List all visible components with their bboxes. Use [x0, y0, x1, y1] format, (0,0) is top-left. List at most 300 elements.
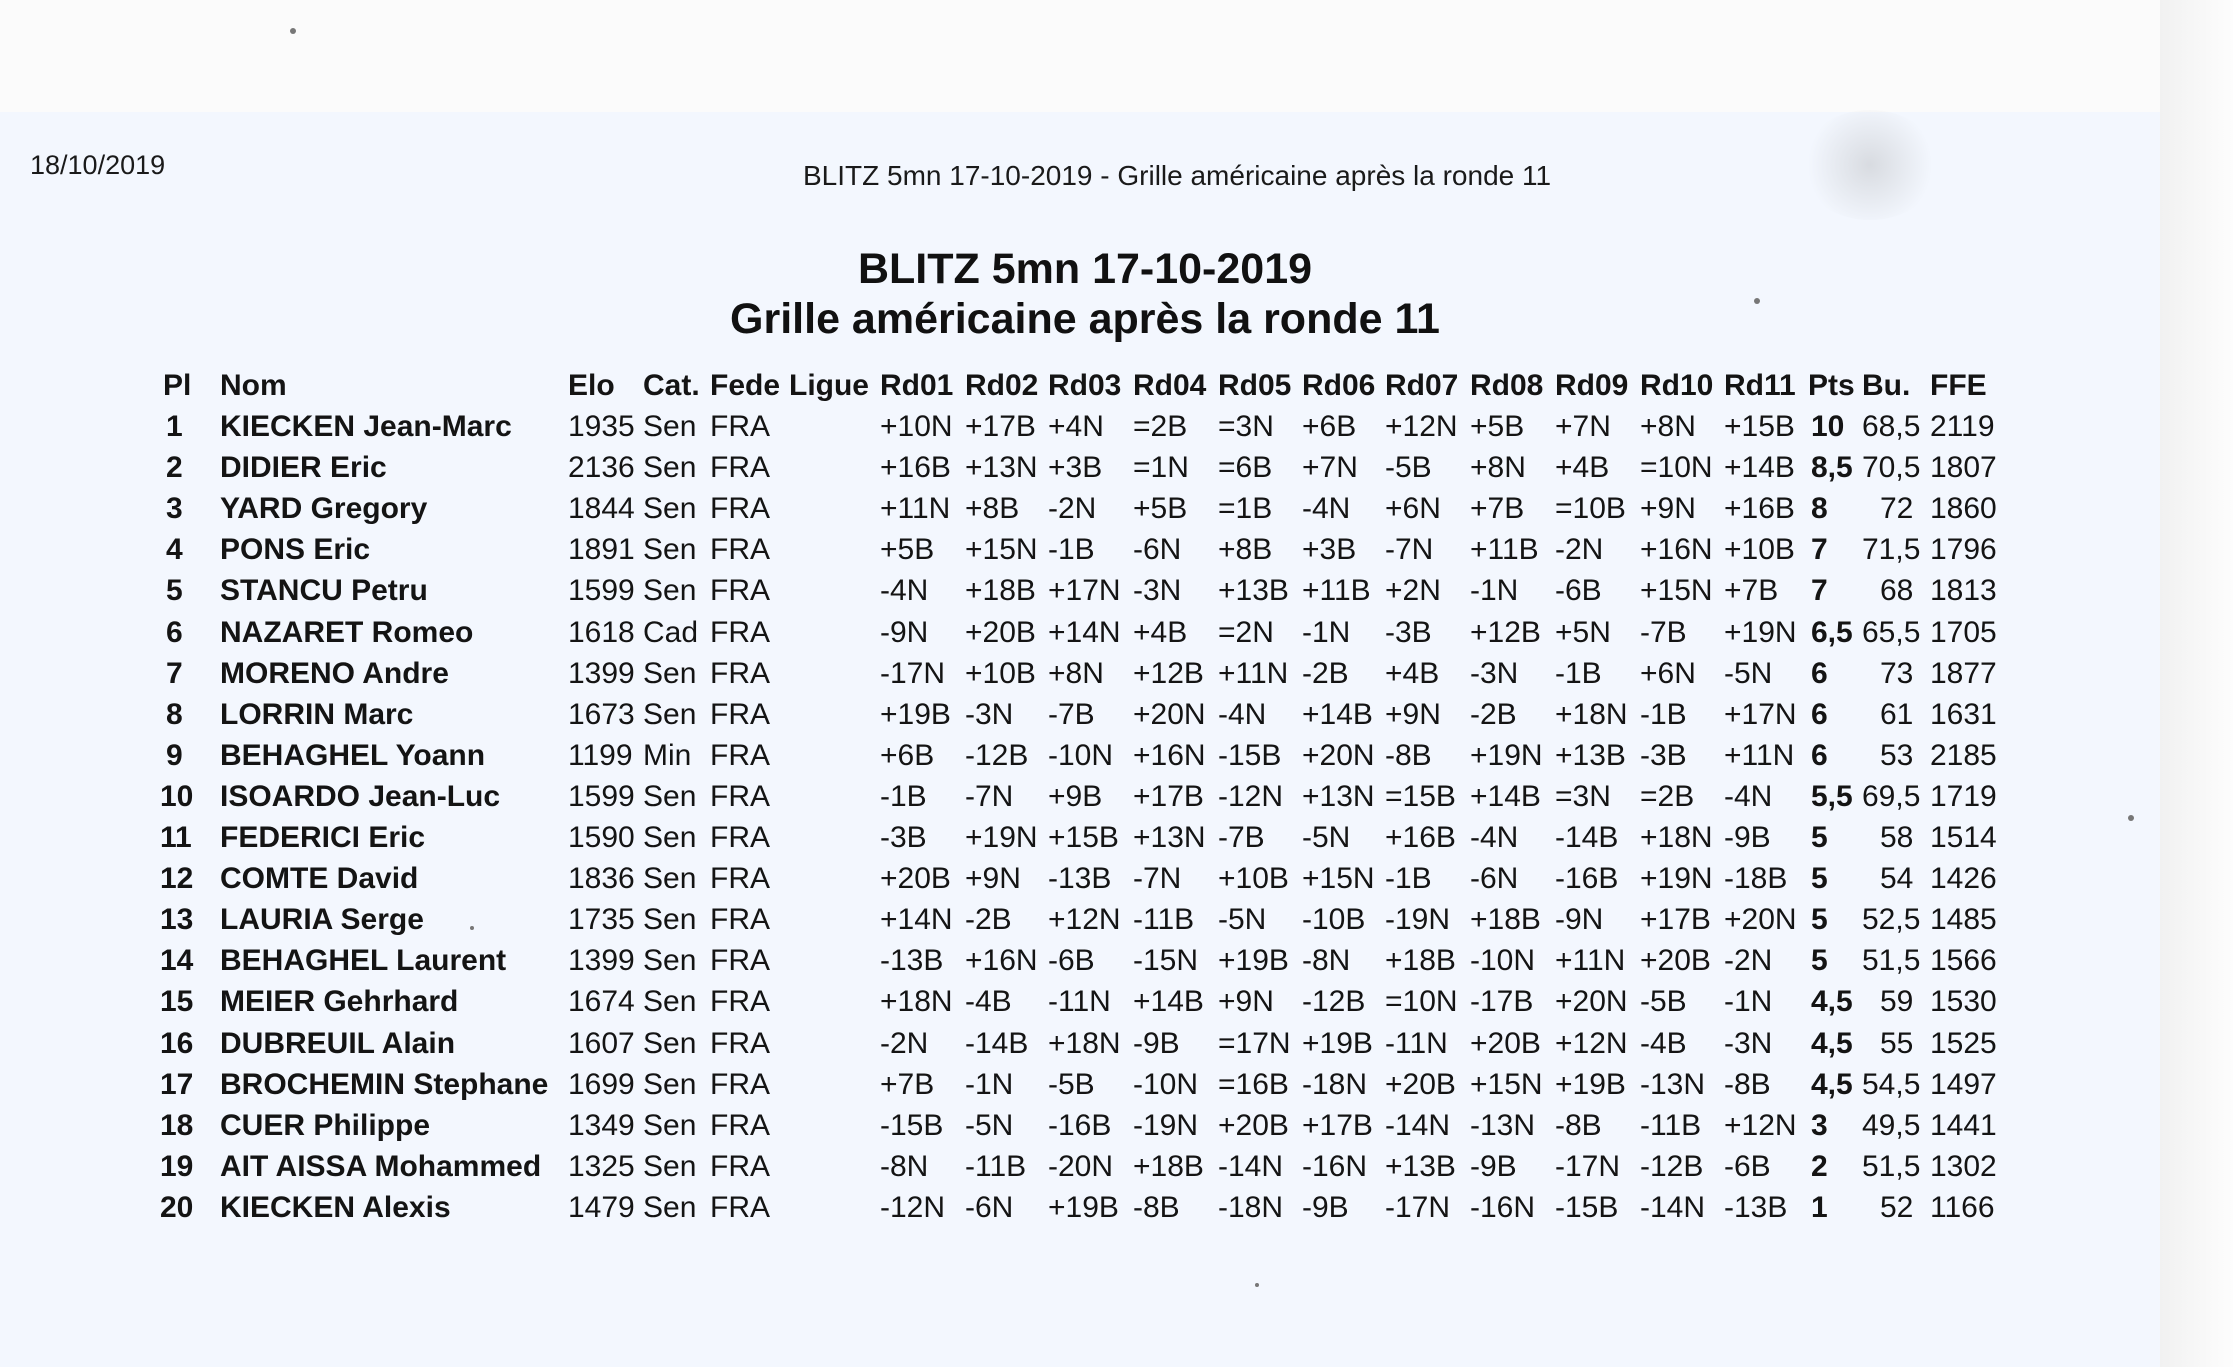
round-result-cell: -7N	[965, 779, 1014, 813]
round-result-cell: -10B	[1302, 903, 1366, 937]
buchholz-cell: 73	[1880, 656, 1914, 690]
round-result-cell: +20N	[1302, 738, 1375, 772]
federation-cell: FRA	[710, 985, 770, 1019]
table-row	[0, 1188, 2100, 1228]
ffe-rating-cell: 1426	[1930, 862, 1997, 896]
round-result-cell: -7N	[1385, 533, 1434, 567]
table-row	[0, 407, 2100, 447]
round-result-cell: +11B	[1302, 574, 1371, 608]
round-result-cell: +19B	[1048, 1190, 1119, 1224]
elo-cell: 1199	[568, 738, 633, 772]
round-result-cell: -5B	[1048, 1067, 1095, 1101]
round-result-cell: +4N	[1048, 410, 1104, 443]
buchholz-cell: 55	[1880, 1026, 1914, 1060]
round-result-cell: =17N	[1218, 1026, 1291, 1060]
round-result-cell: -2N	[1724, 944, 1773, 978]
column-header: Rd05	[1218, 369, 1292, 402]
round-result-cell: -16B	[1555, 862, 1619, 896]
round-result-cell: -9B	[1470, 1149, 1517, 1183]
points-cell: 8,5	[1811, 451, 1853, 485]
scan-speck	[470, 926, 474, 930]
elo-cell: 1674	[568, 985, 635, 1019]
round-result-cell: +10N	[880, 410, 953, 443]
federation-cell: FRA	[710, 738, 770, 772]
points-cell: 4,5	[1811, 985, 1853, 1019]
points-cell: 4,5	[1811, 1067, 1853, 1101]
buchholz-cell: 68	[1880, 574, 1914, 608]
round-result-cell: -6B	[1555, 574, 1602, 608]
federation-cell: FRA	[710, 1026, 770, 1060]
round-result-cell: -9N	[1555, 903, 1604, 937]
category-cell: Sen	[643, 1067, 697, 1101]
round-result-cell: =2B	[1133, 410, 1188, 443]
round-result-cell: -3N	[1724, 1026, 1773, 1060]
column-header: Pl	[163, 369, 192, 402]
round-result-cell: -5N	[965, 1108, 1014, 1142]
round-result-cell: +8N	[1640, 410, 1696, 443]
elo-cell: 1599	[568, 574, 635, 608]
place-cell: 11	[160, 821, 192, 854]
buchholz-cell: 51,5	[1862, 944, 1921, 978]
round-result-cell: +19B	[1555, 1067, 1626, 1101]
federation-cell: FRA	[710, 697, 770, 731]
column-header: Rd09	[1555, 369, 1629, 402]
round-result-cell: -4B	[1640, 1026, 1687, 1060]
federation-cell: FRA	[710, 821, 770, 854]
place-cell: 18	[160, 1108, 194, 1142]
table-row	[0, 448, 2100, 488]
round-result-cell: =3N	[1555, 779, 1611, 813]
round-result-cell: +20B	[1640, 944, 1711, 978]
points-cell: 2	[1811, 1149, 1828, 1183]
elo-cell: 1735	[568, 903, 635, 937]
federation-cell: FRA	[710, 1108, 770, 1142]
round-result-cell: +6N	[1640, 656, 1696, 690]
round-result-cell: +17N	[1724, 697, 1797, 731]
round-result-cell: +18B	[965, 574, 1036, 608]
round-result-cell: -14B	[1555, 821, 1619, 854]
elo-cell: 1607	[568, 1026, 635, 1060]
round-result-cell: -18N	[1218, 1190, 1284, 1224]
round-result-cell: +14B	[1302, 697, 1373, 731]
round-result-cell: +14B	[1470, 779, 1541, 813]
round-result-cell: +7B	[880, 1067, 935, 1101]
round-result-cell: +11N	[1724, 738, 1795, 772]
column-header: Rd06	[1302, 369, 1376, 402]
round-result-cell: +16B	[1724, 492, 1795, 526]
round-result-cell: +9B	[1048, 779, 1103, 813]
round-result-cell: +13B	[1218, 574, 1289, 608]
round-result-cell: +19N	[1470, 738, 1543, 772]
player-name-cell: MEIER Gehrhard	[220, 985, 459, 1019]
table-row	[0, 613, 2100, 653]
place-cell: 6	[166, 615, 183, 649]
round-result-cell: -16B	[1048, 1108, 1112, 1142]
ffe-rating-cell: 2119	[1930, 410, 1995, 443]
round-result-cell: =6B	[1218, 451, 1273, 485]
federation-cell: FRA	[710, 451, 770, 485]
column-header: FFE	[1930, 369, 1987, 402]
round-result-cell: +20B	[1470, 1026, 1541, 1060]
round-result-cell: +15N	[1302, 862, 1375, 896]
round-result-cell: =1N	[1133, 451, 1189, 485]
round-result-cell: -3N	[1133, 574, 1182, 608]
table-row	[0, 859, 2100, 899]
ffe-rating-cell: 1631	[1930, 697, 1997, 731]
round-result-cell: +17B	[965, 410, 1036, 443]
round-result-cell: -9B	[1302, 1190, 1349, 1224]
round-result-cell: +8N	[1048, 656, 1104, 690]
table-row	[0, 571, 2100, 611]
round-result-cell: -1N	[1302, 615, 1351, 649]
round-result-cell: +18B	[1133, 1149, 1204, 1183]
column-header: Fede	[710, 369, 781, 402]
ffe-rating-cell: 1877	[1930, 656, 1997, 690]
buchholz-cell: 51,5	[1862, 1149, 1921, 1183]
round-result-cell: -17N	[1385, 1190, 1451, 1224]
round-result-cell: +4B	[1555, 451, 1610, 485]
round-result-cell: -11N	[1048, 985, 1111, 1019]
category-cell: Min	[643, 738, 692, 772]
table-row	[0, 1065, 2100, 1105]
column-header: Pts	[1808, 369, 1855, 402]
category-cell: Sen	[643, 1108, 697, 1142]
points-cell: 5	[1811, 944, 1828, 978]
round-result-cell: +13N	[965, 451, 1038, 485]
round-result-cell: -16N	[1470, 1190, 1536, 1224]
round-result-cell: +18N	[1048, 1026, 1121, 1060]
player-name-cell: PONS Eric	[220, 533, 371, 567]
round-result-cell: -11B	[965, 1149, 1027, 1183]
column-header: Rd04	[1133, 369, 1207, 402]
round-result-cell: +7N	[1302, 451, 1358, 485]
buchholz-cell: 58	[1880, 821, 1914, 854]
place-cell: 5	[166, 574, 183, 608]
player-name-cell: CUER Philippe	[220, 1108, 431, 1142]
round-result-cell: +13B	[1385, 1149, 1456, 1183]
round-result-cell: +12N	[1048, 903, 1121, 937]
round-result-cell: +13N	[1133, 821, 1206, 854]
round-result-cell: -4N	[1724, 779, 1773, 813]
round-result-cell: -4N	[1470, 821, 1519, 854]
round-result-cell: +4B	[1133, 615, 1188, 649]
round-result-cell: +5B	[880, 533, 935, 567]
round-result-cell: +9N	[965, 862, 1021, 896]
round-result-cell: -7N	[1133, 862, 1182, 896]
scan-speck	[290, 28, 296, 34]
round-result-cell: -12N	[1218, 779, 1284, 813]
ffe-rating-cell: 1860	[1930, 492, 1997, 526]
round-result-cell: -9B	[1133, 1026, 1180, 1060]
federation-cell: FRA	[710, 862, 770, 896]
round-result-cell: +2N	[1385, 574, 1441, 608]
round-result-cell: -14N	[1385, 1108, 1451, 1142]
place-cell: 17	[160, 1067, 194, 1101]
print-header-title: BLITZ 5mn 17-10-2019 - Grille américaine après la ronde 11	[803, 160, 1552, 191]
round-result-cell: -11B	[1133, 903, 1195, 937]
round-result-cell: =3N	[1218, 410, 1274, 443]
subtitle: Grille américaine après la ronde 11	[730, 295, 1440, 343]
round-result-cell: -2B	[965, 903, 1012, 937]
buchholz-cell: 52,5	[1862, 903, 1921, 937]
table-header-row	[0, 366, 2100, 406]
round-result-cell: -8N	[1302, 944, 1351, 978]
column-header: Rd01	[880, 369, 954, 402]
round-result-cell: -17B	[1470, 985, 1534, 1019]
column-header: Bu.	[1862, 369, 1911, 402]
category-cell: Sen	[643, 492, 697, 526]
round-result-cell: +20N	[1555, 985, 1628, 1019]
round-result-cell: +20N	[1724, 903, 1797, 937]
round-result-cell: +9N	[1385, 697, 1441, 731]
place-cell: 3	[166, 492, 183, 526]
buchholz-cell: 54,5	[1862, 1067, 1921, 1101]
elo-cell: 1836	[568, 862, 635, 896]
player-name-cell: KIECKEN Jean-Marc	[220, 410, 512, 443]
elo-cell: 1618	[568, 615, 635, 649]
round-result-cell: -1N	[1470, 574, 1519, 608]
round-result-cell: =10B	[1555, 492, 1626, 526]
round-result-cell: =1B	[1218, 492, 1273, 526]
place-cell: 8	[166, 697, 183, 731]
round-result-cell: -1B	[1385, 862, 1432, 896]
scan-speck	[1754, 298, 1760, 304]
round-result-cell: +14N	[1048, 615, 1121, 649]
round-result-cell: +5B	[1133, 492, 1188, 526]
round-result-cell: -11N	[1385, 1026, 1448, 1060]
column-header: Elo	[568, 369, 615, 402]
round-result-cell: +15N	[1640, 574, 1713, 608]
round-result-cell: -4N	[880, 574, 929, 608]
column-header: Rd03	[1048, 369, 1122, 402]
player-name-cell: LORRIN Marc	[220, 697, 414, 731]
round-result-cell: -20N	[1048, 1149, 1114, 1183]
round-result-cell: +15B	[1724, 410, 1795, 443]
round-result-cell: -8B	[1555, 1108, 1602, 1142]
round-result-cell: +19B	[1218, 944, 1289, 978]
round-result-cell: -15B	[1555, 1190, 1619, 1224]
round-result-cell: +20B	[965, 615, 1036, 649]
round-result-cell: -2N	[880, 1026, 929, 1060]
points-cell: 4,5	[1811, 1026, 1853, 1060]
round-result-cell: -6N	[1470, 862, 1519, 896]
place-cell: 19	[160, 1149, 194, 1183]
round-result-cell: -11B	[1640, 1108, 1702, 1142]
round-result-cell: -9N	[880, 615, 929, 649]
round-result-cell: -7B	[1218, 821, 1265, 854]
category-cell: Sen	[643, 985, 697, 1019]
player-name-cell: DIDIER Eric	[220, 451, 387, 485]
round-result-cell: +10B	[1218, 862, 1289, 896]
place-cell: 2	[166, 451, 183, 485]
player-name-cell: DUBREUIL Alain	[220, 1026, 456, 1060]
ffe-rating-cell: 1166	[1930, 1190, 1995, 1224]
round-result-cell: +12N	[1555, 1026, 1628, 1060]
buchholz-cell: 53	[1880, 738, 1914, 772]
round-result-cell: -5N	[1218, 903, 1267, 937]
round-result-cell: -6B	[1724, 1149, 1771, 1183]
elo-cell: 1844	[568, 492, 635, 526]
elo-cell: 1935	[568, 410, 635, 443]
round-result-cell: +11N	[1218, 656, 1289, 690]
round-result-cell: +6B	[1302, 410, 1357, 443]
round-result-cell: -8B	[1385, 738, 1432, 772]
ffe-rating-cell: 1441	[1930, 1108, 1997, 1142]
points-cell: 6,5	[1811, 615, 1853, 649]
round-result-cell: +12B	[1133, 656, 1204, 690]
federation-cell: FRA	[710, 1067, 770, 1101]
buchholz-cell: 69,5	[1862, 779, 1921, 813]
round-result-cell: +16B	[1385, 821, 1456, 854]
column-header: Rd07	[1385, 369, 1459, 402]
round-result-cell: -4N	[1302, 492, 1351, 526]
round-result-cell: +17N	[1048, 574, 1121, 608]
category-cell: Sen	[643, 779, 697, 813]
round-result-cell: -15B	[880, 1108, 944, 1142]
round-result-cell: +14B	[1133, 985, 1204, 1019]
category-cell: Sen	[643, 862, 697, 896]
round-result-cell: -3B	[880, 821, 927, 854]
points-cell: 6	[1811, 656, 1828, 690]
federation-cell: FRA	[710, 656, 770, 690]
points-cell: 5,5	[1811, 779, 1853, 813]
round-result-cell: -3N	[1470, 656, 1519, 690]
round-result-cell: =2B	[1640, 779, 1695, 813]
ffe-rating-cell: 1525	[1930, 1026, 1997, 1060]
round-result-cell: -5B	[1385, 451, 1432, 485]
column-header: Rd11	[1724, 369, 1796, 402]
place-cell: 14	[160, 944, 194, 978]
round-result-cell: -14N	[1640, 1190, 1706, 1224]
table-row	[0, 530, 2100, 570]
round-result-cell: +16N	[1640, 533, 1713, 567]
ffe-rating-cell: 1514	[1930, 821, 1997, 854]
round-result-cell: -5N	[1724, 656, 1773, 690]
round-result-cell: -19N	[1133, 1108, 1199, 1142]
round-result-cell: -10N	[1470, 944, 1536, 978]
round-result-cell: +9N	[1218, 985, 1274, 1019]
round-result-cell: -3B	[1640, 738, 1687, 772]
round-result-cell: -13B	[880, 944, 944, 978]
round-result-cell: -1B	[880, 779, 927, 813]
round-result-cell: +19B	[880, 697, 951, 731]
category-cell: Sen	[643, 656, 697, 690]
round-result-cell: +16N	[965, 944, 1038, 978]
round-result-cell: -3B	[1385, 615, 1432, 649]
ffe-rating-cell: 1796	[1930, 533, 1997, 567]
category-cell: Sen	[643, 574, 697, 608]
ffe-rating-cell: 1813	[1930, 574, 1997, 608]
category-cell: Sen	[643, 1190, 697, 1224]
round-result-cell: +17B	[1302, 1108, 1373, 1142]
points-cell: 1	[1811, 1190, 1828, 1224]
round-result-cell: +15N	[1470, 1067, 1543, 1101]
player-name-cell: STANCU Petru	[220, 574, 428, 608]
round-result-cell: +11B	[1470, 533, 1539, 567]
round-result-cell: =10N	[1385, 985, 1458, 1019]
round-result-cell: -15B	[1218, 738, 1282, 772]
table-row	[0, 818, 2100, 858]
federation-cell: FRA	[710, 1190, 770, 1224]
round-result-cell: -1N	[965, 1067, 1014, 1101]
round-result-cell: +10B	[965, 656, 1036, 690]
points-cell: 6	[1811, 697, 1828, 731]
points-cell: 7	[1811, 533, 1828, 567]
round-result-cell: -13N	[1640, 1067, 1706, 1101]
category-cell: Sen	[643, 944, 697, 978]
table-row	[0, 777, 2100, 817]
round-result-cell: -16N	[1302, 1149, 1368, 1183]
elo-cell: 1349	[568, 1108, 635, 1142]
main-title: BLITZ 5mn 17-10-2019	[857, 245, 1313, 293]
elo-cell: 1399	[568, 944, 635, 978]
place-cell: 4	[166, 533, 183, 567]
round-result-cell: -5N	[1302, 821, 1351, 854]
round-result-cell: -8N	[880, 1149, 929, 1183]
player-name-cell: ISOARDO Jean-Luc	[220, 779, 501, 813]
buchholz-cell: 68,5	[1862, 410, 1921, 443]
buchholz-cell: 61	[1880, 697, 1914, 731]
player-name-cell: AIT AISSA Mohammed	[220, 1149, 542, 1183]
round-result-cell: -5B	[1640, 985, 1687, 1019]
round-result-cell: -10N	[1133, 1067, 1199, 1101]
round-result-cell: -8B	[1133, 1190, 1180, 1224]
round-result-cell: -14B	[965, 1026, 1029, 1060]
round-result-cell: -2N	[1555, 533, 1604, 567]
round-result-cell: -1B	[1640, 697, 1687, 731]
column-header: Rd10	[1640, 369, 1714, 402]
player-name-cell: BEHAGHEL Laurent	[220, 944, 507, 978]
points-cell: 7	[1811, 574, 1828, 608]
federation-cell: FRA	[710, 903, 770, 937]
round-result-cell: +10B	[1724, 533, 1795, 567]
player-name-cell: YARD Gregory	[220, 492, 428, 526]
federation-cell: FRA	[710, 779, 770, 813]
round-result-cell: +8N	[1470, 451, 1526, 485]
table-row	[0, 654, 2100, 694]
round-result-cell: +13N	[1302, 779, 1375, 813]
ffe-rating-cell: 1566	[1930, 944, 1997, 978]
round-result-cell: +18N	[1640, 821, 1713, 854]
scan-speck	[1255, 1283, 1259, 1287]
table-row	[0, 489, 2100, 529]
round-result-cell: -4B	[965, 985, 1012, 1019]
category-cell: Sen	[643, 697, 697, 731]
round-result-cell: -14N	[1218, 1149, 1284, 1183]
round-result-cell: -17N	[1555, 1149, 1621, 1183]
buchholz-cell: 65,5	[1862, 615, 1921, 649]
round-result-cell: +16N	[1133, 738, 1206, 772]
round-result-cell: -12B	[1640, 1149, 1704, 1183]
round-result-cell: =16B	[1218, 1067, 1289, 1101]
round-result-cell: -18N	[1302, 1067, 1368, 1101]
round-result-cell: -3N	[965, 697, 1014, 731]
round-result-cell: -10N	[1048, 738, 1114, 772]
elo-cell: 1325	[568, 1149, 635, 1183]
round-result-cell: -19N	[1385, 903, 1451, 937]
federation-cell: FRA	[710, 574, 770, 608]
round-result-cell: +8B	[965, 492, 1020, 526]
round-result-cell: =15B	[1385, 779, 1456, 813]
federation-cell: FRA	[710, 615, 770, 649]
ffe-rating-cell: 2185	[1930, 738, 1997, 772]
category-cell: Sen	[643, 903, 697, 937]
round-result-cell: -13N	[1470, 1108, 1536, 1142]
round-result-cell: +7N	[1555, 410, 1611, 443]
round-result-cell: -13B	[1048, 862, 1112, 896]
place-cell: 7	[166, 656, 183, 690]
table-row	[0, 1106, 2100, 1146]
